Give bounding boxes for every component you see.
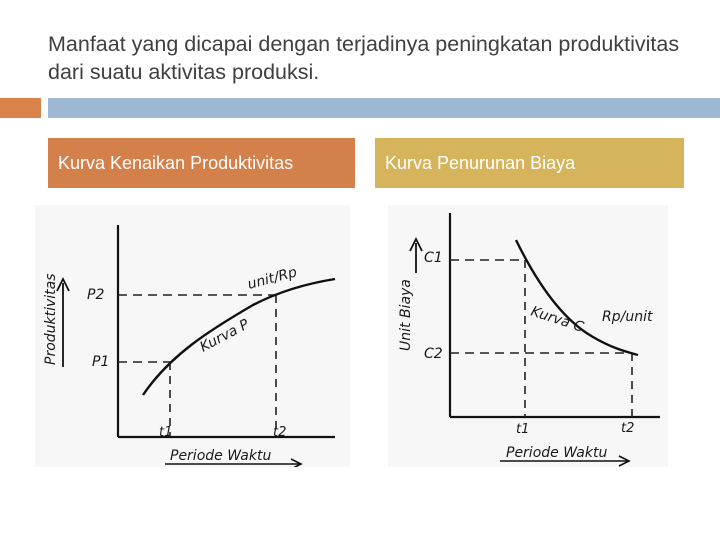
x-tick-t2: t2	[621, 421, 635, 436]
sketch-paper	[35, 205, 350, 467]
x-tick-t1: t1	[159, 425, 173, 440]
y-axis-label: Produktivitas	[43, 273, 59, 365]
x-tick-t1: t1	[516, 422, 530, 437]
curve-label: Kurva C	[528, 303, 586, 336]
productivity-curve-diagram	[35, 205, 350, 467]
curve-unit-label: Rp/unit	[602, 309, 653, 325]
left-panel-header-text: Kurva Kenaikan Produktivitas	[58, 152, 294, 173]
accent-bar-orange	[0, 98, 41, 118]
y-tick-c1: C1	[424, 250, 443, 266]
right-panel-header	[375, 138, 684, 188]
left-panel-header	[48, 138, 355, 188]
right-panel-header-text: Kurva Penurunan Biaya	[385, 152, 576, 173]
curve-unit-label: unit/Rp	[245, 264, 299, 293]
y-tick-p2: P2	[87, 287, 105, 303]
curve-label: Kurva P	[197, 316, 252, 356]
cost-curve-diagram	[388, 205, 668, 467]
y-tick-c2: C2	[424, 346, 443, 362]
y-tick-p1: P1	[92, 354, 110, 370]
slide-title: Manfaat yang dicapai dengan terjadinya peningkatan produktivitas dari suatu aktivitas produksi.	[48, 32, 680, 84]
accent-bar-blue	[48, 98, 720, 118]
y-axis-label: Unit Biaya	[398, 279, 414, 351]
x-axis-label: Periode Waktu	[170, 448, 272, 464]
x-tick-t2: t2	[273, 425, 287, 440]
x-axis-label: Periode Waktu	[506, 445, 608, 461]
